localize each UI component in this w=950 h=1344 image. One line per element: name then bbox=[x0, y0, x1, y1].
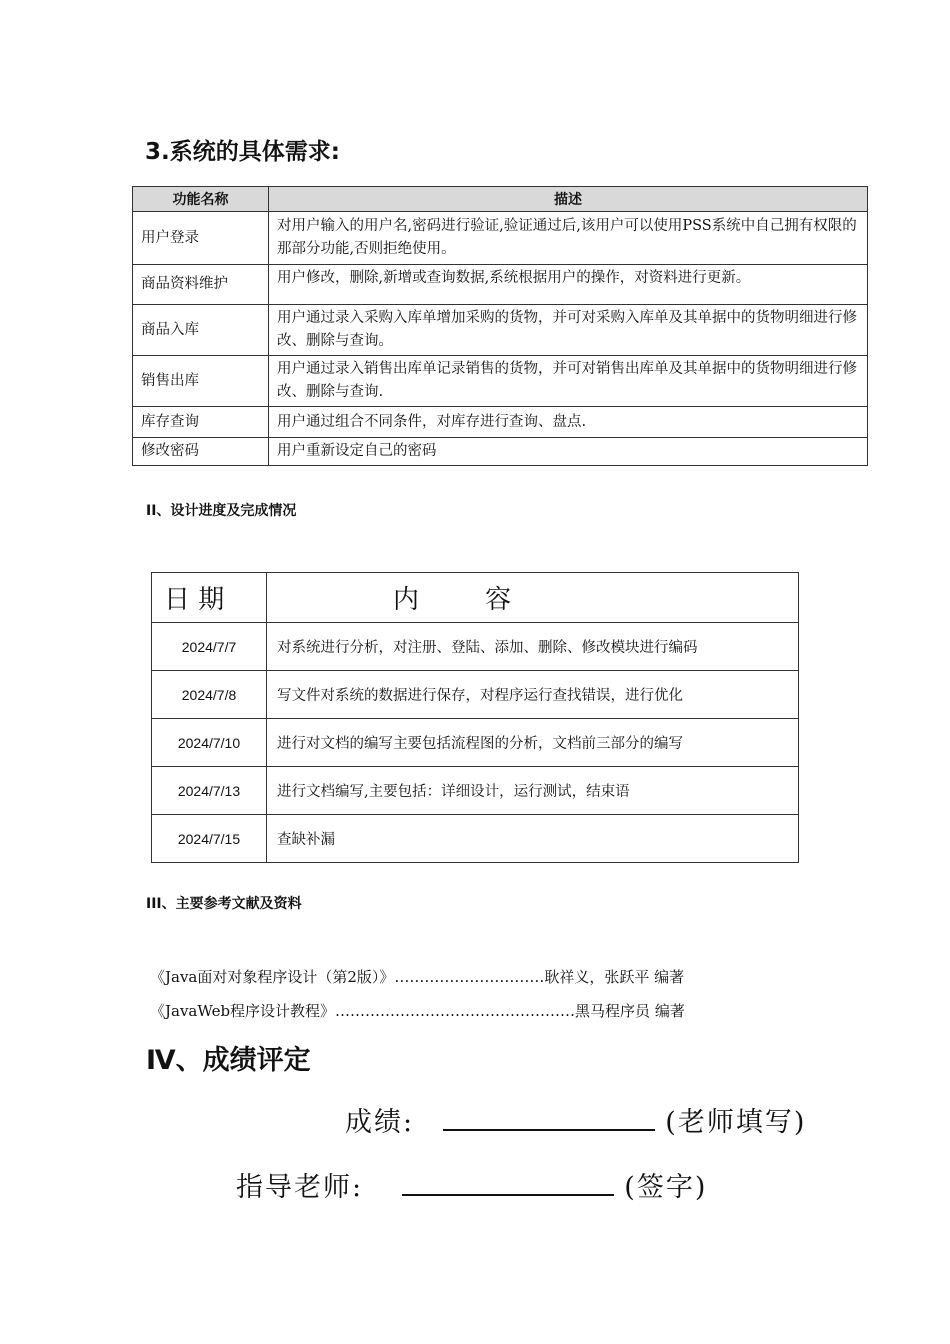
function-name: 用户登录 bbox=[133, 212, 269, 265]
section-3-title: 3.系统的具体需求: bbox=[145, 139, 340, 165]
progress-date: 2024/7/10 bbox=[152, 719, 267, 767]
advisor-line bbox=[236, 1165, 707, 1204]
header-date: 日 期 bbox=[152, 573, 267, 623]
grade-line bbox=[345, 1100, 806, 1139]
function-name: 修改密码 bbox=[133, 438, 269, 466]
section-2-title: II、设计进度及完成情况 bbox=[146, 503, 297, 519]
reference-item: 《Java面对对象程序设计（第2版）》…………………………耿祥义，张跃平 编著 bbox=[150, 968, 685, 986]
table-header-row bbox=[133, 187, 868, 212]
requirements-table bbox=[132, 186, 868, 466]
table-row bbox=[152, 719, 799, 767]
reference-item: 《JavaWeb程序设计教程》…………………………………………黑马程序员 编著 bbox=[150, 1002, 685, 1020]
grade-label: 成绩: bbox=[345, 1107, 415, 1138]
progress-content: 查缺补漏 bbox=[267, 815, 799, 863]
progress-content: 进行对文档的编写主要包括流程图的分析，文档前三部分的编写 bbox=[267, 719, 799, 767]
progress-content: 对系统进行分析，对注册、登陆、添加、删除、修改模块进行编码 bbox=[267, 623, 799, 671]
table-row bbox=[133, 265, 868, 305]
function-desc: 对用户输入的用户名,密码进行验证,验证通过后,该用户可以使用PSS系统中自己拥有权限的那部分功能,否则拒绝使用。 bbox=[269, 212, 868, 265]
header-content: 内 容 bbox=[267, 573, 799, 623]
table-row bbox=[152, 623, 799, 671]
table-row bbox=[133, 438, 868, 466]
table-row bbox=[133, 356, 868, 407]
function-desc: 用户通过录入销售出库单记录销售的货物，并可对销售出库单及其单据中的货物明细进行修改、删除与查询. bbox=[269, 356, 868, 407]
progress-date: 2024/7/13 bbox=[152, 767, 267, 815]
grade-blank[interactable] bbox=[443, 1129, 655, 1131]
progress-content: 进行文档编写,主要包括：详细设计，运行测试，结束语 bbox=[267, 767, 799, 815]
function-desc: 用户重新设定自己的密码 bbox=[269, 438, 868, 466]
function-desc: 用户通过组合不同条件，对库存进行查询、盘点. bbox=[269, 407, 868, 438]
table-row bbox=[133, 407, 868, 438]
advisor-note: (签字) bbox=[624, 1172, 708, 1203]
table-row bbox=[152, 671, 799, 719]
function-name: 库存查询 bbox=[133, 407, 269, 438]
function-desc: 用户修改，删除,新增或查询数据,系统根据用户的操作，对资料进行更新。 bbox=[269, 265, 868, 305]
section-3b-title: III、主要参考文献及资料 bbox=[146, 896, 302, 912]
function-desc: 用户通过录入采购入库单增加采购的货物，并可对采购入库单及其单据中的货物明细进行修改、删除与查询。 bbox=[269, 305, 868, 356]
grade-note: (老师填写) bbox=[665, 1107, 807, 1138]
function-name: 商品入库 bbox=[133, 305, 269, 356]
progress-table bbox=[151, 572, 799, 863]
progress-date: 2024/7/8 bbox=[152, 671, 267, 719]
header-function-name: 功能名称 bbox=[133, 187, 269, 212]
table-row bbox=[152, 767, 799, 815]
function-name: 商品资料维护 bbox=[133, 265, 269, 305]
advisor-signature-blank[interactable] bbox=[402, 1194, 614, 1196]
progress-content: 写文件对系统的数据进行保存，对程序运行查找错误，进行优化 bbox=[267, 671, 799, 719]
table-row bbox=[133, 212, 868, 265]
advisor-label: 指导老师: bbox=[236, 1172, 364, 1203]
table-header-row bbox=[152, 573, 799, 623]
header-description: 描述 bbox=[269, 187, 868, 212]
progress-date: 2024/7/15 bbox=[152, 815, 267, 863]
progress-date: 2024/7/7 bbox=[152, 623, 267, 671]
table-row bbox=[133, 305, 868, 356]
section-4-title: Ⅳ、成绩评定 bbox=[146, 1045, 311, 1076]
function-name: 销售出库 bbox=[133, 356, 269, 407]
table-row bbox=[152, 815, 799, 863]
